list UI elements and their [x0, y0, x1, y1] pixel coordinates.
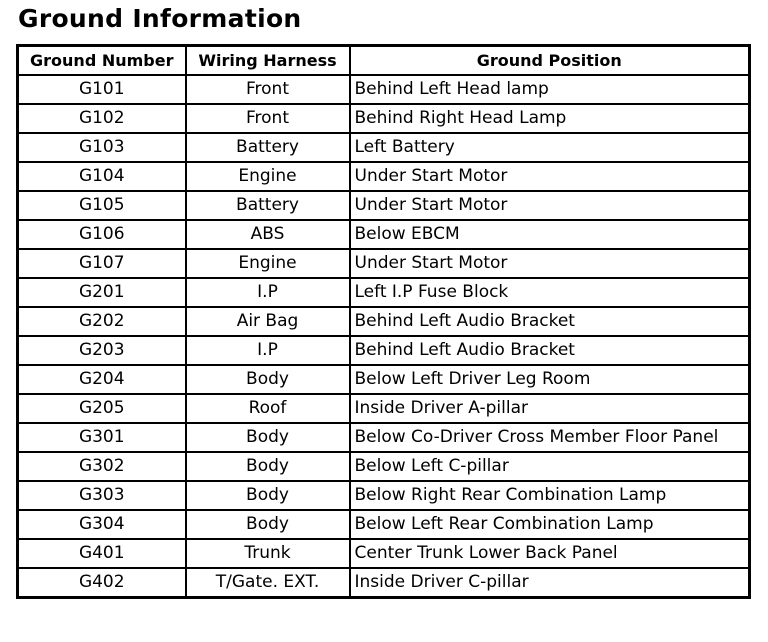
- table-row: [18, 191, 750, 220]
- cell-wiring-harness: ABS: [186, 220, 350, 249]
- header-ground-position: Ground Position: [350, 46, 750, 76]
- cell-wiring-harness: Body: [186, 452, 350, 481]
- cell-ground-position: Below EBCM: [350, 220, 750, 249]
- table-row: [18, 336, 750, 365]
- cell-ground-number: G302: [18, 452, 186, 481]
- ground-information-table: [16, 44, 751, 599]
- cell-ground-number: G201: [18, 278, 186, 307]
- cell-wiring-harness: Body: [186, 423, 350, 452]
- cell-ground-position: Behind Left Audio Bracket: [350, 336, 750, 365]
- cell-ground-position: Under Start Motor: [350, 191, 750, 220]
- cell-ground-position: Below Left C-pillar: [350, 452, 750, 481]
- table-row: [18, 133, 750, 162]
- cell-wiring-harness: Body: [186, 510, 350, 539]
- table-row: [18, 162, 750, 191]
- cell-ground-number: G203: [18, 336, 186, 365]
- cell-ground-number: G104: [18, 162, 186, 191]
- cell-ground-number: G202: [18, 307, 186, 336]
- cell-ground-position: Below Co-Driver Cross Member Floor Panel: [350, 423, 750, 452]
- table-row: [18, 510, 750, 539]
- cell-ground-number: G402: [18, 568, 186, 598]
- cell-wiring-harness: I.P: [186, 336, 350, 365]
- cell-ground-position: Center Trunk Lower Back Panel: [350, 539, 750, 568]
- cell-ground-position: Below Right Rear Combination Lamp: [350, 481, 750, 510]
- cell-ground-number: G304: [18, 510, 186, 539]
- cell-ground-position: Behind Left Head lamp: [350, 75, 750, 104]
- table-row: [18, 423, 750, 452]
- cell-ground-position: Inside Driver A-pillar: [350, 394, 750, 423]
- table-header-row: [18, 46, 750, 76]
- cell-wiring-harness: Body: [186, 481, 350, 510]
- cell-wiring-harness: Engine: [186, 249, 350, 278]
- table-row: [18, 481, 750, 510]
- table-row: [18, 249, 750, 278]
- cell-ground-position: Under Start Motor: [350, 162, 750, 191]
- cell-wiring-harness: Trunk: [186, 539, 350, 568]
- cell-ground-number: G303: [18, 481, 186, 510]
- cell-wiring-harness: Battery: [186, 191, 350, 220]
- cell-ground-number: G103: [18, 133, 186, 162]
- cell-ground-number: G102: [18, 104, 186, 133]
- cell-ground-number: G105: [18, 191, 186, 220]
- cell-ground-number: G301: [18, 423, 186, 452]
- table-row: [18, 568, 750, 598]
- table-row: [18, 278, 750, 307]
- cell-ground-number: G107: [18, 249, 186, 278]
- table-row: [18, 365, 750, 394]
- cell-ground-position: Left I.P Fuse Block: [350, 278, 750, 307]
- cell-ground-position: Below Left Driver Leg Room: [350, 365, 750, 394]
- cell-wiring-harness: Air Bag: [186, 307, 350, 336]
- page-title: Ground Information: [18, 4, 302, 33]
- table-row: [18, 220, 750, 249]
- table-row: [18, 539, 750, 568]
- cell-wiring-harness: Body: [186, 365, 350, 394]
- cell-ground-position: Behind Left Audio Bracket: [350, 307, 750, 336]
- cell-ground-number: G401: [18, 539, 186, 568]
- cell-wiring-harness: T/Gate. EXT.: [186, 568, 350, 598]
- table-row: [18, 307, 750, 336]
- cell-ground-position: Behind Right Head Lamp: [350, 104, 750, 133]
- cell-wiring-harness: I.P: [186, 278, 350, 307]
- table-row: [18, 75, 750, 104]
- cell-ground-position: Inside Driver C-pillar: [350, 568, 750, 598]
- table-body: [18, 75, 750, 598]
- table-row: [18, 452, 750, 481]
- cell-ground-number: G101: [18, 75, 186, 104]
- cell-ground-position: Below Left Rear Combination Lamp: [350, 510, 750, 539]
- cell-wiring-harness: Front: [186, 104, 350, 133]
- cell-ground-position: Left Battery: [350, 133, 750, 162]
- cell-ground-number: G106: [18, 220, 186, 249]
- cell-ground-number: G205: [18, 394, 186, 423]
- cell-wiring-harness: Battery: [186, 133, 350, 162]
- table-row: [18, 394, 750, 423]
- header-wiring-harness: Wiring Harness: [186, 46, 350, 76]
- cell-ground-number: G204: [18, 365, 186, 394]
- cell-wiring-harness: Front: [186, 75, 350, 104]
- cell-ground-position: Under Start Motor: [350, 249, 750, 278]
- cell-wiring-harness: Engine: [186, 162, 350, 191]
- table-row: [18, 104, 750, 133]
- header-ground-number: Ground Number: [18, 46, 186, 76]
- cell-wiring-harness: Roof: [186, 394, 350, 423]
